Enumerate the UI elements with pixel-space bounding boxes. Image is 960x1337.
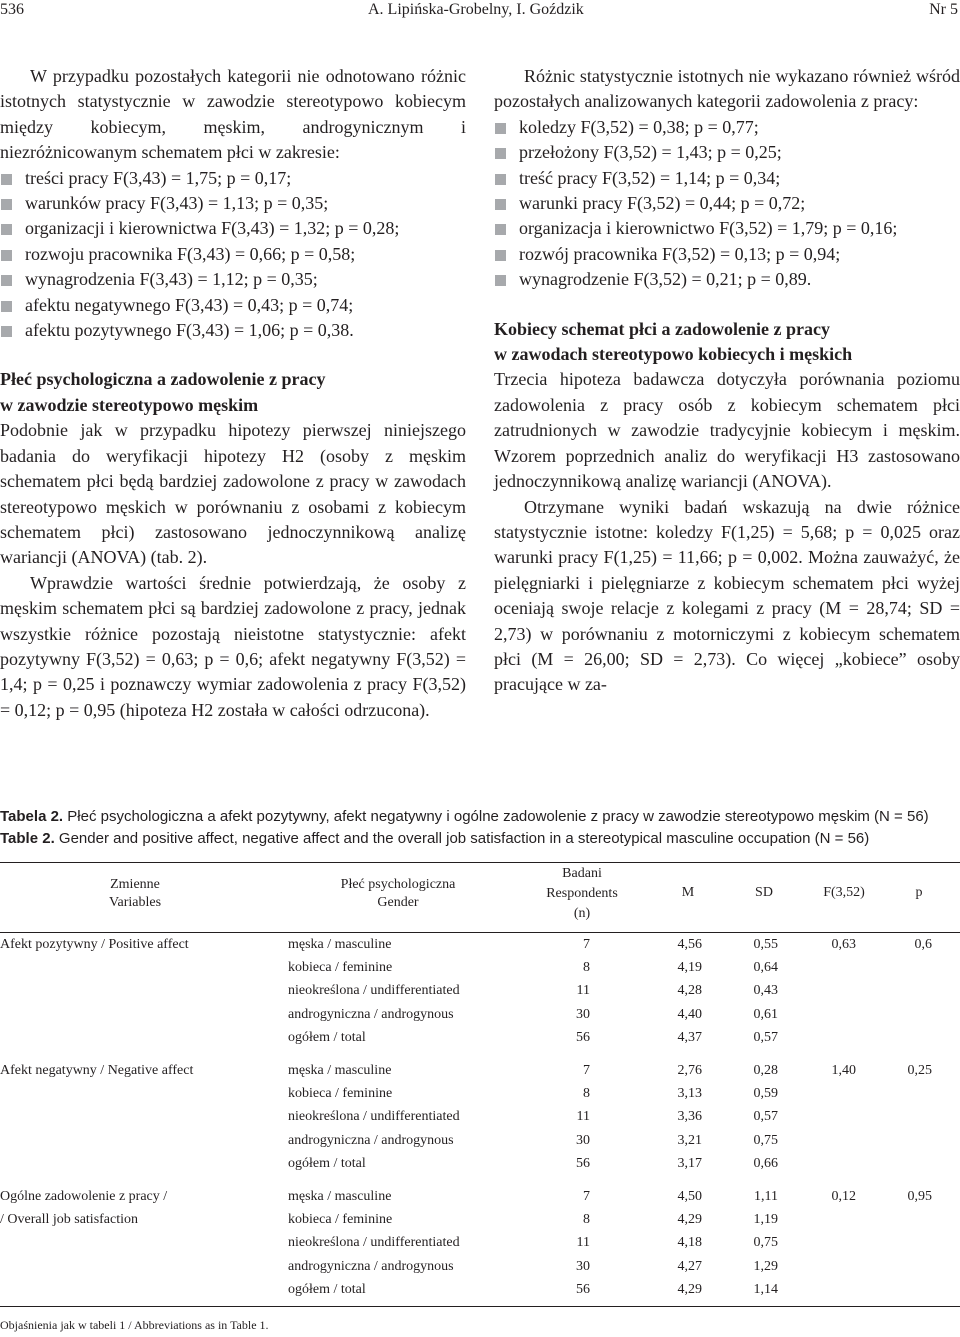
section-heading-line1: Kobiecy schemat płci a zadowolenie z pracy	[494, 318, 830, 339]
table-top-rule	[0, 862, 960, 863]
paragraph: Podobnie jak w przypadku hipotezy pierwszej niniejszego badania do weryfikacji hipotezy H2 (osoby z męskim schematem płci będą bardziej zadowolone z pracy w zawodach stereotypowo męskich w porównaniu z osobami z kobiecym schematem płci) zastosowano jednoczynnikową analizę wariancji (ANOVA) (tab. 2).	[0, 420, 466, 568]
sd-cell: 0,55	[753, 937, 778, 952]
gender-cell: ogółem / total	[288, 1029, 366, 1045]
sd-cell: 0,66	[753, 1155, 778, 1171]
gender-cell: ogółem / total	[288, 1155, 366, 1171]
table-bottom-rule	[0, 1306, 960, 1307]
section-heading	[0, 367, 466, 418]
table-caption	[0, 806, 960, 850]
header-p: p	[915, 885, 923, 900]
caption-en-text: Gender and positive affect, negative affect and the overall job satisfaction in a stereotypical masculine occupation (N = 56)	[58, 830, 870, 847]
n-cell: 11	[576, 1235, 590, 1251]
sd-cell: 0,61	[753, 1006, 778, 1022]
gender-cell: kobieca / feminine	[288, 960, 393, 976]
m-cell: 3,21	[677, 1132, 702, 1148]
caption-pl-text: Płeć psychologiczna a afekt pozytywny, afekt negatywny i ogólne zadowolenie z pracy w zawodzie stereotypowo męskim (N = 56)	[67, 808, 929, 825]
list-item: wynagrodzenie F(3,52) = 0,21; p = 0,89.	[494, 267, 960, 292]
gender-cell: androgyniczna / androgynous	[288, 1132, 454, 1148]
left-results-list	[0, 166, 466, 344]
m-cell: 3,17	[677, 1155, 702, 1171]
list-item: wynagrodzenia F(3,43) = 1,12; p = 0,35;	[0, 267, 466, 292]
running-header	[0, 0, 960, 24]
gender-cell: męska / masculine	[288, 1189, 392, 1204]
variable-label: / Overall job satisfaction	[0, 1212, 139, 1228]
m-cell: 2,76	[677, 1063, 702, 1078]
header-variables	[80, 876, 190, 912]
header-m: M	[681, 885, 695, 900]
right-column	[494, 64, 960, 698]
n-cell: 7	[583, 1189, 590, 1204]
paragraph: Wprawdzie wartości średnie potwierdzają, że osoby z męskim schematem płci są bardziej zadowolone z pracy, jednak wszystkie różnice pozostają nieistotne statystycznie: afekt pozytywny F(3,52) = 0,63; p = 0,6; afekt negatywny F(3,52) = 1,4; p = 0,25 i poznawczy wymiar zadowolenia z pracy F(3,52) = 0,12; p = 0,95 (hipoteza H2 została w całości odrzucona).	[0, 572, 466, 720]
list-item: treści pracy F(3,43) = 1,75; p = 0,17;	[0, 166, 466, 191]
list-item: rozwoju pracownika F(3,43) = 0,66; p = 0,58;	[0, 242, 466, 267]
m-cell: 4,37	[677, 1029, 702, 1045]
n-cell: 8	[583, 960, 590, 976]
header-variables-en: Variables	[108, 895, 162, 910]
m-cell: 4,28	[677, 983, 702, 999]
header-f: F(3,52)	[823, 885, 865, 900]
m-cell: 4,56	[677, 937, 702, 952]
gender-cell: męska / masculine	[288, 937, 392, 952]
m-cell: 4,40	[677, 1006, 702, 1022]
sd-cell: 0,28	[753, 1063, 778, 1078]
sd-cell: 0,57	[753, 1109, 778, 1125]
f-value: 1,40	[831, 1063, 856, 1078]
caption-pl	[0, 806, 960, 828]
list-item: warunki pracy F(3,52) = 0,44; p = 0,72;	[494, 191, 960, 216]
gender-cell: kobieca / feminine	[288, 1086, 393, 1102]
f-value: 0,12	[831, 1189, 856, 1204]
m-cell: 4,27	[677, 1258, 702, 1274]
n-cell: 11	[576, 983, 590, 999]
header-gender-pl: Płeć psychologiczna	[340, 877, 456, 892]
section-heading-line1: Płeć psychologiczna a zadowolenie z pracy	[0, 369, 326, 390]
paragraph: Trzecia hipoteza badawcza dotyczyła porównania poziomu zadowolenia z pracy osób z kobiecym schematem płci zatrudnionych w zawodzie tradycyjnie kobiecym i męskim. Wzorem poprzednich analiz do weryfikacji H3 zastosowano jednoczynnikową analizę wariancji (ANOVA).	[494, 369, 960, 492]
list-item: organizacji i kierownictwa F(3,43) = 1,32; p = 0,28;	[0, 216, 466, 241]
gender-cell: nieokreślona / undifferentiated	[288, 983, 460, 999]
gender-cell: kobieca / feminine	[288, 1212, 393, 1228]
list-item: afektu pozytywnego F(3,43) = 1,06; p = 0,38.	[0, 318, 466, 343]
caption-en-label: Table 2.	[0, 830, 55, 847]
list-item: rozwój pracownika F(3,52) = 0,13; p = 0,94;	[494, 242, 960, 267]
gender-cell: androgyniczna / androgynous	[288, 1258, 454, 1274]
header-respondents-n: (n)	[573, 906, 591, 921]
variable-label: Ogólne zadowolenie z pracy /	[0, 1189, 168, 1204]
left-column	[0, 64, 466, 723]
m-cell: 4,29	[677, 1212, 702, 1228]
gender-cell: męska / masculine	[288, 1063, 392, 1078]
sd-cell: 0,59	[753, 1086, 778, 1102]
page-number: 536	[0, 1, 24, 18]
header-respondents-en: Respondents	[546, 886, 618, 901]
gender-cell: ogółem / total	[288, 1281, 366, 1297]
right-results-list	[494, 115, 960, 293]
header-respondents-pl: Badani	[562, 866, 602, 881]
n-cell: 7	[583, 937, 590, 952]
n-cell: 56	[576, 1029, 590, 1045]
n-cell: 56	[576, 1155, 590, 1171]
list-item: przełożony F(3,52) = 1,43; p = 0,25;	[494, 140, 960, 165]
p-value: 0,6	[914, 937, 932, 952]
sd-cell: 0,57	[753, 1029, 778, 1045]
m-cell: 4,19	[677, 960, 702, 976]
n-cell: 8	[583, 1212, 590, 1228]
table-header-rule	[0, 932, 960, 933]
paragraph: Otrzymane wyniki badań wskazują na dwie różnice statystycznie istotne: koledzy F(1,25) = 5,68; p = 0,025 oraz warunki pracy F(1,25) = 11,66; p = 0,002. Można zauważyć, że pielęgniarki i pielęgniarze z kobiecym schematem płci wyżej oceniają swoje relacje z kolegami z pracy (M = 28,74; SD = 2,73) w porównaniu z motorniczymi z kobiecym schematem płci (M = 26,00; SD = 2,73). Co więcej „kobiece” osoby pracujące w za-	[494, 496, 960, 695]
f-value: 0,63	[831, 937, 856, 952]
variable-label: Afekt pozytywny / Positive affect	[0, 937, 189, 952]
table-footnote: Objaśnienia jak w tabeli 1 / Abbreviations as in Table 1.	[0, 1318, 269, 1332]
sd-cell: 0,64	[753, 960, 778, 976]
header-variables-pl: Zmienne	[110, 877, 160, 892]
m-cell: 4,29	[677, 1281, 702, 1297]
n-cell: 7	[583, 1063, 590, 1078]
right-intro-paragraph: Różnic statystycznie istotnych nie wykazano również wśród pozostałych analizowanych kategorii zadowolenia z pracy:	[494, 66, 960, 112]
n-cell: 30	[576, 1006, 590, 1022]
list-item: organizacja i kierownictwo F(3,52) = 1,79; p = 0,16;	[494, 216, 960, 241]
sd-cell: 1,29	[753, 1258, 778, 1274]
section-heading	[494, 317, 960, 368]
sd-cell: 0,75	[753, 1235, 778, 1251]
p-value: 0,95	[907, 1189, 932, 1204]
header-gender-en: Gender	[377, 895, 419, 910]
list-item: koledzy F(3,52) = 0,38; p = 0,77;	[494, 115, 960, 140]
n-cell: 30	[576, 1258, 590, 1274]
list-item: afektu negatywnego F(3,43) = 0,43; p = 0,74;	[0, 293, 466, 318]
n-cell: 11	[576, 1109, 590, 1125]
n-cell: 56	[576, 1281, 590, 1297]
header-gender	[318, 876, 478, 912]
gender-cell: nieokreślona / undifferentiated	[288, 1235, 460, 1251]
section-heading-line2: w zawodach stereotypowo kobiecych i męskich	[494, 344, 853, 365]
p-value: 0,25	[907, 1063, 932, 1078]
m-cell: 4,50	[677, 1189, 702, 1204]
sd-cell: 0,75	[753, 1132, 778, 1148]
left-intro-paragraph: W przypadku pozostałych kategorii nie odnotowano różnic istotnych statystycznie w zawodzie stereotypowo kobiecym między kobiecym, męskim, androgynicznym i niezróżnicowanym schematem płci w zakresie:	[0, 66, 466, 163]
caption-en	[0, 828, 960, 850]
running-authors: A. Lipińska-Grobelny, I. Goździk	[368, 1, 584, 18]
list-item: warunków pracy F(3,43) = 1,13; p = 0,35;	[0, 191, 466, 216]
header-sd: SD	[755, 885, 773, 900]
gender-cell: nieokreślona / undifferentiated	[288, 1109, 460, 1125]
gender-cell: androgyniczna / androgynous	[288, 1006, 454, 1022]
n-cell: 8	[583, 1086, 590, 1102]
m-cell: 3,13	[677, 1086, 702, 1102]
section-heading-line2: w zawodzie stereotypowo męskim	[0, 394, 259, 415]
sd-cell: 1,14	[753, 1281, 778, 1297]
m-cell: 4,18	[677, 1235, 702, 1251]
caption-pl-label: Tabela 2.	[0, 808, 64, 825]
list-item: treść pracy F(3,52) = 1,14; p = 0,34;	[494, 166, 960, 191]
n-cell: 30	[576, 1132, 590, 1148]
sd-cell: 1,19	[753, 1212, 778, 1228]
sd-cell: 1,11	[754, 1189, 778, 1204]
variable-label: Afekt negatywny / Negative affect	[0, 1063, 194, 1078]
m-cell: 3,36	[677, 1109, 702, 1125]
sd-cell: 0,43	[753, 983, 778, 999]
issue-number: Nr 5	[929, 1, 958, 18]
header-respondents	[522, 864, 642, 924]
